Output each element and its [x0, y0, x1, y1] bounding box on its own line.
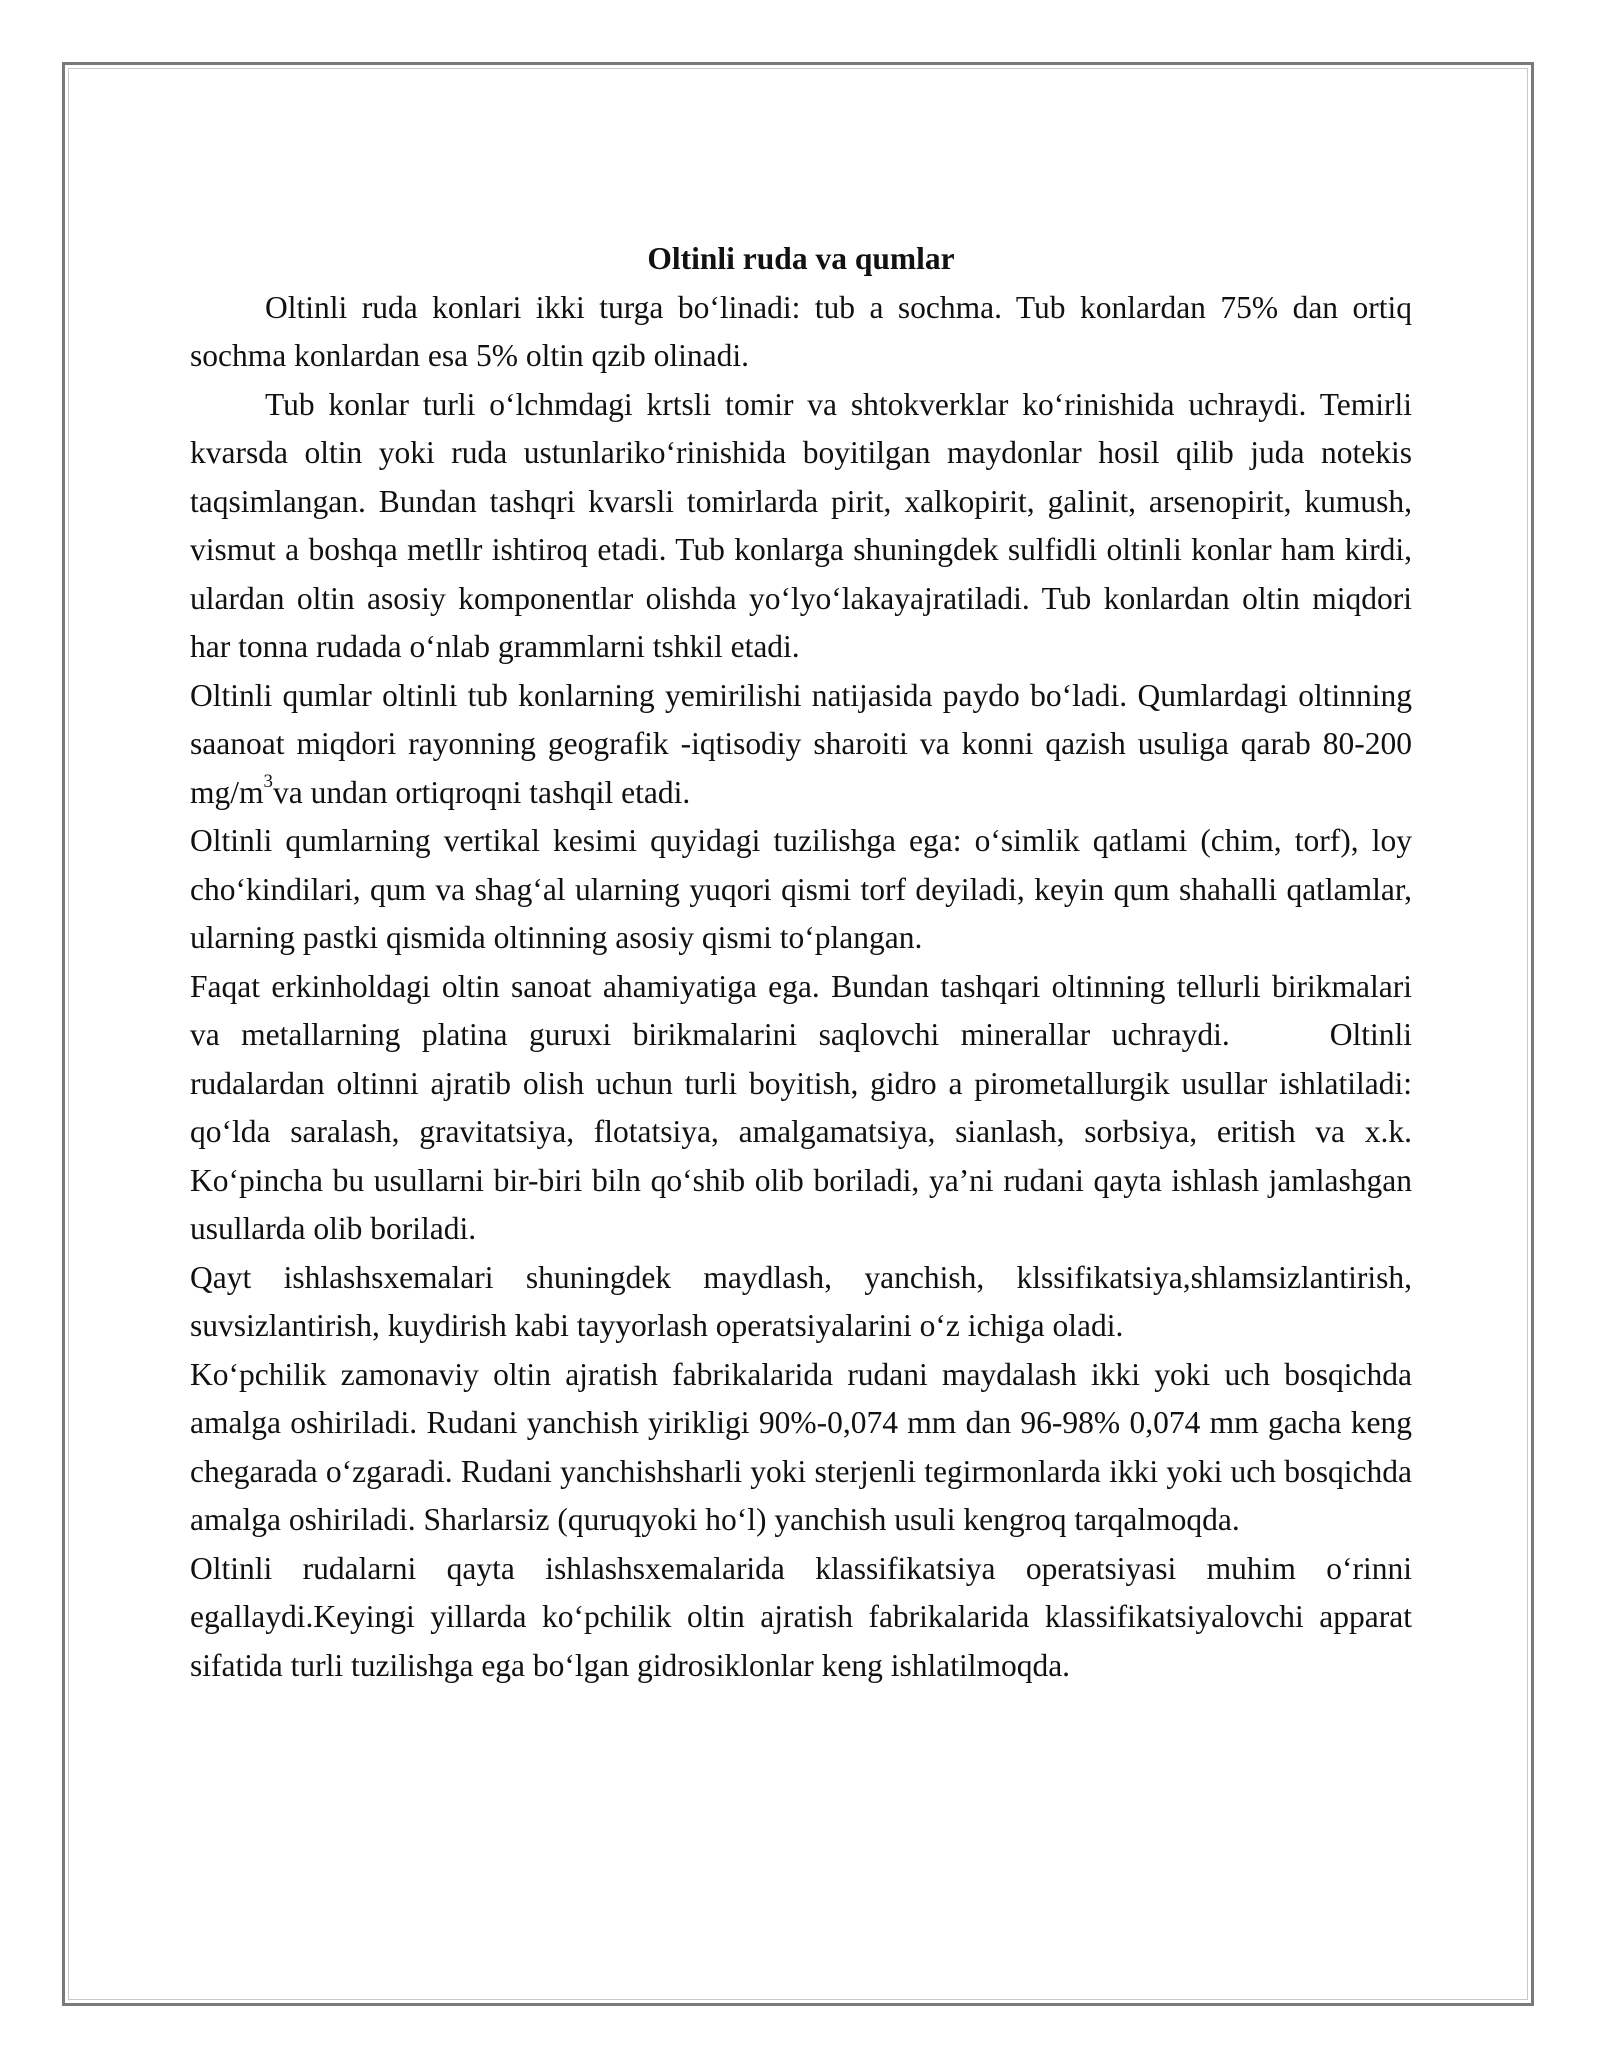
paragraph-4: Oltinli qumlarning vertikal kesimi quyidagi tuzilishga ega: o‘simlik qatlami (chim, torf), loy cho‘kindilari, qum va shag‘al ularning yuqori qismi torf deyiladi, keyin qum shahalli qatlamlar, ularning pastki qismida oltinning asosiy qismi to‘plangan. — [190, 823, 1412, 955]
paragraph-3-tail: va undan ortiqroqni tashqil etadi. — [272, 774, 691, 810]
document-body — [190, 235, 1412, 1690]
paragraph-2: Tub konlar turli o‘lchmdagi krtsli tomir va shtokverklar ko‘rinishida uchraydi. Temirli kvarsda oltin yoki ruda ustunlariko‘rinishida boyitilgan maydonlar hosil qilib juda notekis taqsimlangan. Bundan tashqri kvarsli tomirlarda pirit, xalkopirit, galinit, arsenopirit, kumush, vismut a boshqa metllr ishtiroq etadi. Tub konlarga shuningdek sulfidli oltinli konlar ham kirdi, ulardan oltin asosiy komponentlar olishda yo‘lyo‘lakayajratiladi. Tub konlardan oltin miqdori har tonna rudada o‘nlab grammlarni tshkil etadi. — [190, 386, 1412, 664]
superscript-3: 3 — [263, 770, 273, 792]
paragraph-5-text: Faqat erkinholdagi oltin sanoat ahamiyatiga ega. Bundan tashqari oltinning tellurli birikmalari va metallarning platina guruxi birikmalarini saqlovchi minerallar uchraydi. — [190, 968, 1412, 1052]
paragraph-6: Qayt ishlashsxemalari shuningdek maydlash, yanchish, klssifikatsiya,shlamsizlantirish, suvsizlantirish, kuydirish kabi tayyorlash operatsiyalarini o‘z ichiga oladi. — [190, 1259, 1412, 1343]
document-title: Oltinli ruda va qumlar — [647, 241, 955, 276]
paragraph-3 — [190, 672, 1412, 818]
paragraph-1: Oltinli ruda konlari ikki turga bo‘linadi: tub a sochma. Tub konlardan 75% dan ortiq sochma konlardan esa 5% oltin qzib olinadi. — [190, 289, 1412, 373]
paragraph-7: Ko‘pchilik zamonaviy oltin ajratish fabrikalarida rudani maydalash ikki yoki uch bosqichda amalga oshiriladi. Rudani yanchish yirikligi 90%-0,074 mm dan 96-98% 0,074 mm gacha keng chegarada o‘zgaradi. Rudani yanchishsharli yoki sterjenli tegirmonlarda ikki yoki uch bosqichda amalga oshiriladi. Sharlarsiz (quruqyoki ho‘l) yanchish usuli kengroq tarqalmoqda. — [190, 1356, 1412, 1537]
paragraph-3-text: Oltinli qumlar oltinli tub konlarning yemirilishi natijasida paydo bo‘ladi. Qumlardagi oltinning saanoat miqdori rayonning geografik -iqtisodiy sharoiti va konni qazish usuliga qarab 80-200 mg/m — [190, 677, 1412, 810]
paragraph-5 — [190, 963, 1412, 1254]
paragraph-5-continued: Oltinli rudalardan oltinni ajratib olish uchun turli boyitish, gidro a pirometallurgik usullar ishlatiladi: qo‘lda saralash, gravitatsiya, flotatsiya, amalgamatsiya, sianlash, sorbsiya, eritish va x.k. Ko‘pincha bu usullarni bir-biri biln qo‘shib olib boriladi, ya’ni rudani qayta ishlash jamlashgan usullarda olib boriladi. — [190, 1017, 1412, 1246]
paragraph-8: Oltinli rudalarni qayta ishlashsxemalarida klassifikatsiya operatsiyasi muhim o‘rinni egallaydi.Keyingi yillarda ko‘pchilik oltin ajratish fabrikalarida klassifikatsiyalovchi apparat sifatida turli tuzilishga ega bo‘lgan gidrosiklonlar keng ishlatilmoqda. — [190, 1550, 1412, 1683]
